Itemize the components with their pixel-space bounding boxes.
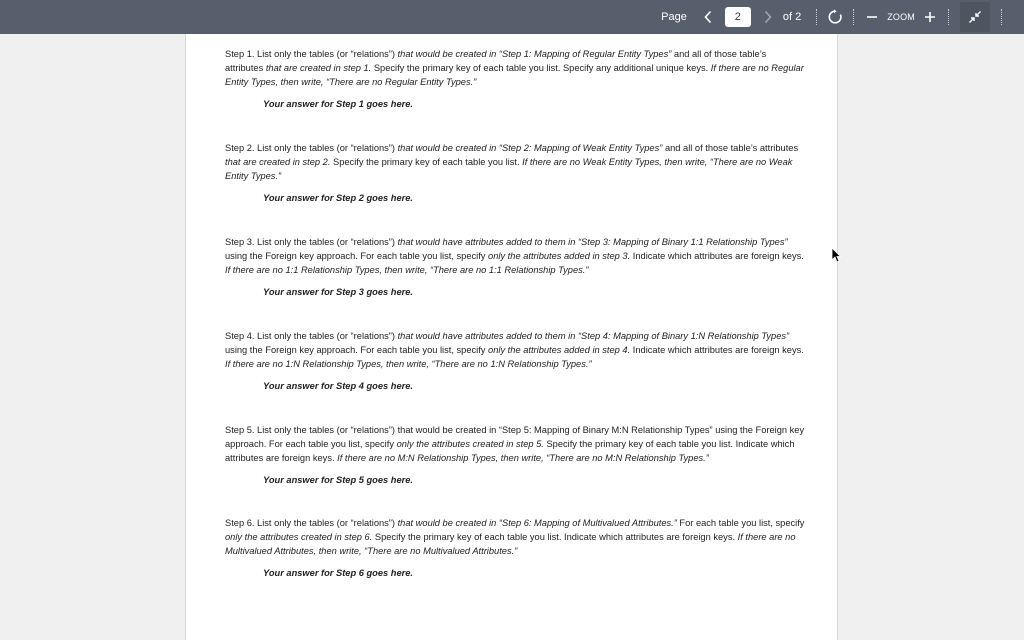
mouse-cursor-icon [831,247,841,263]
step-block [225,329,805,393]
text: Specify the primary key of each table you list. Specify any additional unique keys. [371,63,711,73]
italic-text: If there are no Weak Entity Types, then write, “There are no Weak Entity Types.” [225,157,793,181]
italic-text: only the attributes created in step 6. [225,532,373,542]
toolbar-divider [948,9,949,25]
step-block [225,516,805,580]
italic-text: that would have attributes added to them in “Step 3: Mapping of Binary 1:1 Relationship Types” [397,237,788,247]
italic-text: that would be created in “Step 1: Mapping of Regular Entity Types” [397,49,672,59]
page-total-label: of 2 [782,11,802,23]
text: and all of those table’s attributes [225,49,767,73]
step-block [225,141,805,205]
toolbar-divider [816,9,817,25]
text: For each table you list, specify [676,518,805,528]
text: Indicate which attributes are foreign keys. [630,345,804,355]
step-instructions [225,423,805,465]
step-instructions [225,329,805,371]
step-instructions [225,235,805,277]
chevron-right-icon[interactable] [757,6,779,28]
italic-text: If there are no 1:1 Relationship Types, then write, “There are no 1:1 Relationship Types.” [225,265,589,275]
page-label: Page [661,11,687,23]
step-block [225,423,805,487]
rotate-icon[interactable] [824,6,846,28]
answer-placeholder: Your answer for Step 3 goes here. [263,287,413,297]
italic-text: only the attributes added in step 4. [488,345,631,355]
text: Step 4. List only the tables (or “relations”) [225,331,398,341]
answer-placeholder: Your answer for Step 6 goes here. [263,568,413,578]
text: Indicate which attributes are foreign keys. [630,251,804,261]
plus-icon[interactable] [919,6,941,28]
toolbar-divider [853,9,854,25]
italic-text: that would have attributes added to them in “Step 4: Mapping of Binary 1:N Relationship Types” [397,331,790,341]
italic-text: only the attributes created in step 5. [396,439,544,449]
italic-text: that would be created in “Step 2: Mapping of Weak Entity Types” [397,143,663,153]
italic-text: that are created in step 2. [225,157,331,167]
chevron-left-icon[interactable] [697,6,719,28]
viewer-toolbar [0,0,1024,34]
toolbar-divider [1001,9,1002,25]
text: Step 6. List only the tables (or “relations”) [225,518,398,528]
italic-text: that are created in step 1. [265,63,372,73]
minus-icon[interactable] [861,6,883,28]
document-viewport[interactable] [0,34,1024,640]
text: using the Foreign key approach. For each table you list, specify [225,251,489,261]
text: Specify the primary key of each table you list. Indicate which attributes are foreign keys. [372,532,738,542]
italic-text: If there are no Multivalued Attributes, then write, “There are no Multivalued Attributes.” [225,532,796,556]
answer-placeholder: Your answer for Step 1 goes here. [263,99,413,109]
step-instructions [225,516,805,558]
text: Step 2. List only the tables (or “relations”) [225,143,398,153]
step-instructions [225,141,805,183]
italic-text: that would be created in “Step 6: Mapping of Multivalued Attributes.” [397,518,677,528]
zoom-label: ZOOM [887,12,915,22]
answer-placeholder: Your answer for Step 2 goes here. [263,193,413,203]
page-content [225,47,805,610]
step-block [225,47,805,111]
text: and all of those table’s attributes [662,143,799,153]
text: Step 1. List only the tables (or “relations”) [225,49,398,59]
italic-text: only the attributes added in step 3. [488,251,631,261]
italic-text: If there are no Regular Entity Types, then write, “There are no Regular Entity Types.” [225,63,804,87]
italic-text: If there are no 1:N Relationship Types, then write, “There are no 1:N Relationship Types.” [225,359,592,369]
text: Specify the primary key of each table you list. Indicate which attributes are foreign keys. [225,439,795,463]
italic-text: If there are no M:N Relationship Types, then write, “There are no M:N Relationship Types.” [337,453,709,463]
text: Specify the primary key of each table you list. [330,157,523,167]
text: Step 3. List only the tables (or “relations”) [225,237,398,247]
collapse-icon[interactable] [960,2,990,32]
text: Step 5. List only the tables (or “relations”) that would be created in “Step 5: Mapping of Binary M:N Relationship Types” using the Foreign key approach. For each table you list, specify [225,425,805,449]
answer-placeholder: Your answer for Step 5 goes here. [263,475,413,485]
page-number-input[interactable] [725,7,751,27]
step-block [225,235,805,299]
answer-placeholder: Your answer for Step 4 goes here. [263,381,413,391]
step-instructions [225,47,805,89]
document-page [185,34,838,640]
text: using the Foreign key approach. For each table you list, specify [225,345,489,355]
